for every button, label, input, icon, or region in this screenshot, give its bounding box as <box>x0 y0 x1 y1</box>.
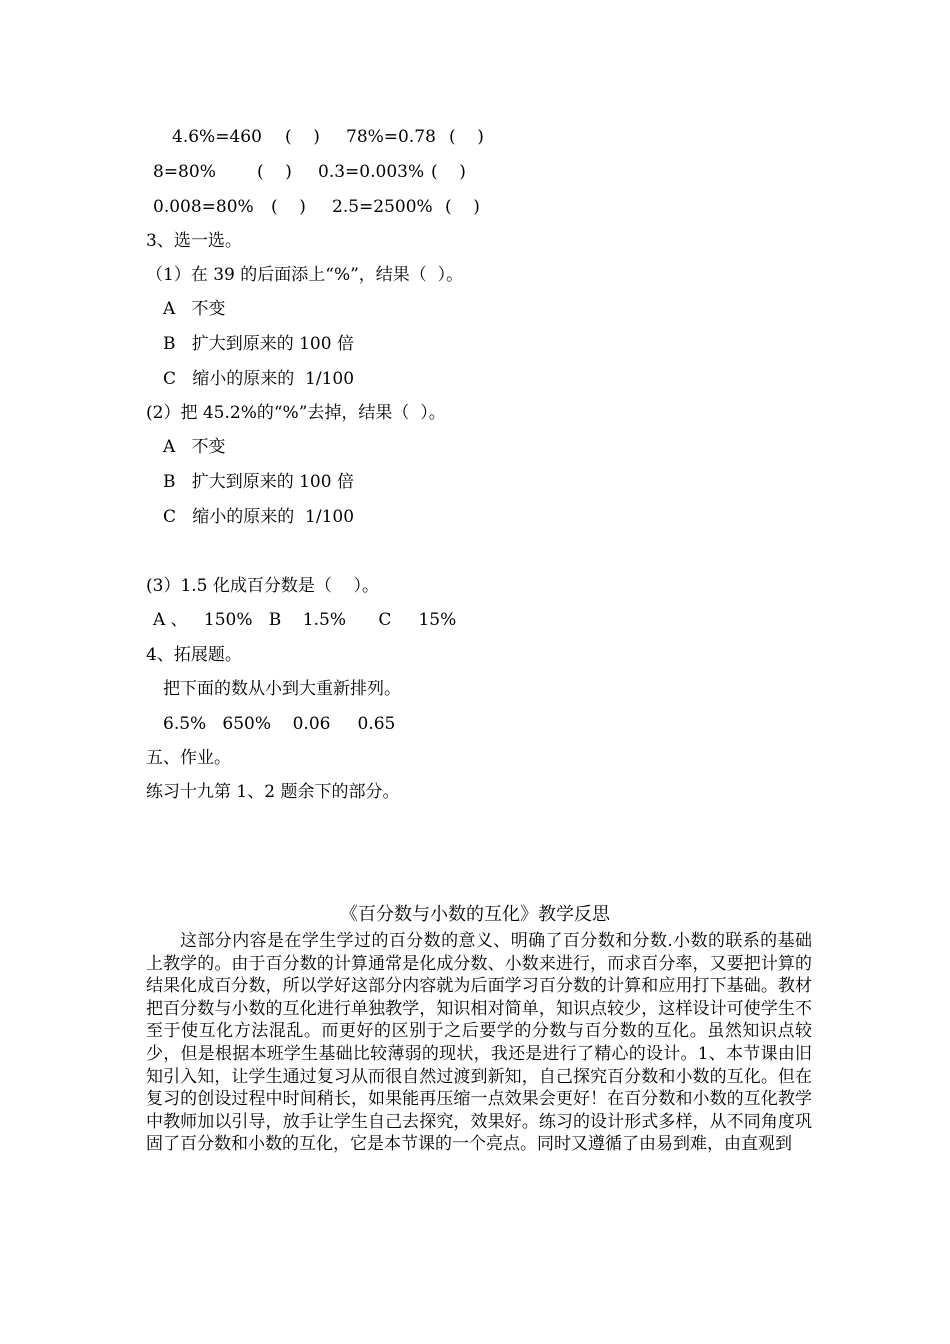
judge-paren-2b: ( ) <box>431 162 466 182</box>
judge-item-3a: 0.008=80% <box>153 197 254 217</box>
reflection-title: 《百分数与小数的互化》教学反思 <box>340 904 610 925</box>
judge-paren-2a: ( ) <box>257 162 292 182</box>
judge-item-2a: 8=80% <box>153 162 216 182</box>
section4-numbers: 6.5% 650% 0.06 0.65 <box>163 714 396 734</box>
reflection-body: 这部分内容是在学生学过的百分数的意义、明确了百分数和分数.小数的联系的基础上教学的。由于百分数的计算通常是化成分数、小数来进行，而求百分率，又要把计算的结果化成百分数，所以学好这部分内容就为后面学习百分数的计算和应用打下基础。教材把百分数与小数的互化进行单独教学，知识相对简单，知识点较少，这样设计可使学生不至于使互化方法混乱。而更好的区别于之后要学的分数与百分数的互化。虽然知识点较少，但是根据本班学生基础比较薄弱的现状，我还是进行了精心的设计。1、本节课由旧知引入知，让学生通过复习从而很自然过渡到新知，自己探究百分数和小数的互化。但在复习的创设过程中时间稍长，如果能再压缩一点效果会更好！在百分数和小数的互化教学中教师加以引导，放手让学生自己去探究，效果好。练习的设计形式多样，从不同角度巩固了百分数和小数的互化，它是本节课的一个亮点。同时又遵循了由易到难，由直观到 <box>146 931 812 1155</box>
section4-heading: 4、拓展题。 <box>146 645 242 665</box>
question-2: (2）把 45.2%的“%”去掉，结果（ ）。 <box>146 403 446 423</box>
section5-heading: 五、作业。 <box>146 748 231 768</box>
judge-item-1a: 4.6%=460 <box>172 127 262 147</box>
section3-heading: 3、选一选。 <box>146 231 242 251</box>
q2-option-c: C 缩小的原来的 1/100 <box>163 507 355 527</box>
q1-option-c: C 缩小的原来的 1/100 <box>163 369 355 389</box>
judge-paren-1a: ( ) <box>285 127 320 147</box>
judge-paren-3a: ( ) <box>271 197 306 217</box>
section4-instruction: 把下面的数从小到大重新排列。 <box>163 679 401 699</box>
q1-option-b: B 扩大到原来的 100 倍 <box>163 334 354 354</box>
q3-options: A 、 150% B 1.5% C 15% <box>153 610 457 630</box>
question-1: （1）在 39 的后面添上“%”，结果（ ）。 <box>146 265 464 285</box>
question-3: (3）1.5 化成百分数是（ ）。 <box>146 576 380 596</box>
q2-option-a: A 不变 <box>163 437 226 457</box>
judge-item-2b: 0.3=0.003% <box>318 162 425 182</box>
judge-item-1b: 78%=0.78 <box>346 127 436 147</box>
q1-option-a: A 不变 <box>163 299 226 319</box>
q2-option-b: B 扩大到原来的 100 倍 <box>163 472 354 492</box>
homework-content: 练习十九第 1、2 题余下的部分。 <box>146 782 400 802</box>
judge-item-3b: 2.5=2500% <box>332 197 433 217</box>
judge-paren-3b: ( ) <box>445 197 480 217</box>
judge-paren-1b: ( ) <box>449 127 484 147</box>
